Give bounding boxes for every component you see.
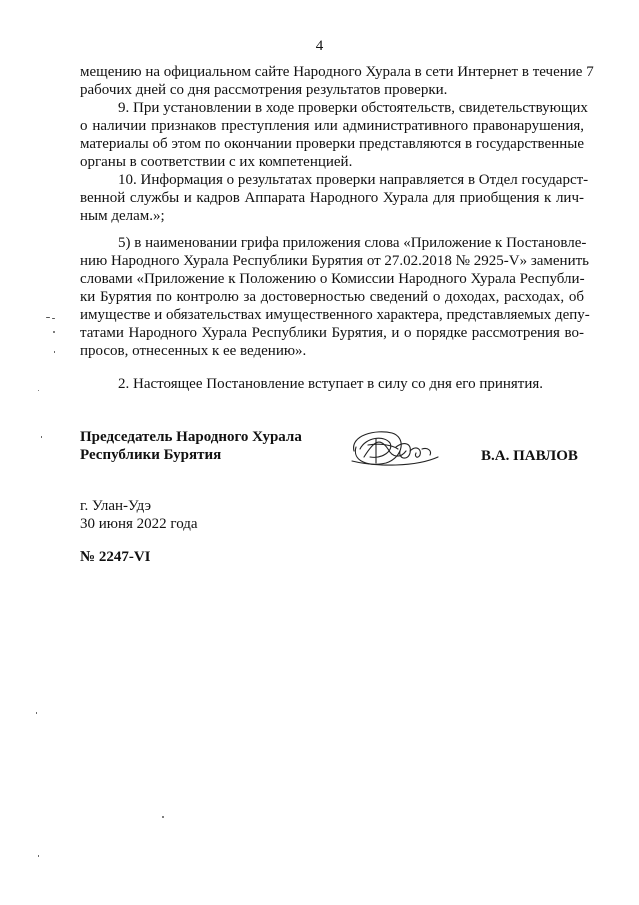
scan-speck: [36, 712, 37, 714]
text-line: мещению на официальном сайте Народного Хурала в сети Интернет в течение 7: [80, 64, 594, 80]
date: 30 июня 2022 года: [80, 516, 198, 532]
scan-speck: [38, 390, 39, 391]
scan-speck: [38, 855, 39, 857]
text-line: органы в соответствии с их компетенцией.: [80, 154, 353, 170]
text-line: венной службы и кадров Аппарата Народного Хурала для приобщения к лич-: [80, 190, 584, 206]
text-line: 5) в наименовании грифа приложения слова «Приложение к Постановле-: [118, 235, 587, 251]
scan-speck: [54, 351, 55, 353]
scan-speck: [46, 317, 50, 318]
page-number: 4: [315, 38, 324, 54]
paragraph-item-9: [80, 99, 588, 171]
signatory-title-line: Председатель Народного Хурала: [80, 429, 302, 445]
scan-speck: [53, 331, 55, 333]
text-line: ки Бурятия по контролю за достоверностью сведений о доходах, расходах, об: [80, 289, 584, 305]
signatory-title: [80, 428, 302, 464]
paragraph-continuation: [80, 63, 594, 99]
text-line: 2. Настоящее Постановление вступает в силу со дня его принятия.: [118, 376, 544, 392]
signatory-name: В.А. ПАВЛОВ: [481, 448, 578, 464]
scan-speck: [41, 436, 42, 438]
scan-speck: [52, 318, 55, 319]
scan-speck: [162, 816, 164, 818]
text-line: просов, отнесенных к ее ведению».: [80, 343, 307, 359]
handwritten-signature: [346, 427, 446, 476]
paragraph-item-5: [80, 234, 590, 360]
place: г. Улан-Удэ: [80, 498, 152, 514]
text-line: ным делам.»;: [80, 208, 165, 224]
document-number: № 2247-VI: [80, 549, 151, 565]
paragraph-clause-2: [80, 375, 584, 393]
text-line: материалы об этом по окончании проверки представляются в государственные: [80, 136, 584, 152]
text-line: словами «Приложение к Положению о Комиссии Народного Хурала Республи-: [80, 271, 585, 287]
text-line: рабочих дней со дня рассмотрения результатов проверки.: [80, 82, 448, 98]
text-line: имуществе и обязательствах имущественного характера, представляемых депу-: [80, 307, 590, 323]
text-line: 9. При установлении в ходе проверки обстоятельств, свидетельствующих: [118, 100, 588, 116]
paragraph-item-10: [80, 171, 589, 225]
signatory-title-line: Республики Бурятия: [80, 447, 222, 463]
text-line: нию Народного Хурала Республики Бурятия от 27.02.2018 № 2925-V» заменить: [80, 253, 590, 269]
text-line: татами Народного Хурала Республики Бурятия, и о порядке рассмотрения во-: [80, 325, 584, 341]
text-line: о наличии признаков преступления или административного правонарушения,: [80, 118, 584, 134]
text-line: 10. Информация о результатах проверки направляется в Отдел государст-: [118, 172, 589, 188]
place-and-date: [80, 497, 198, 533]
